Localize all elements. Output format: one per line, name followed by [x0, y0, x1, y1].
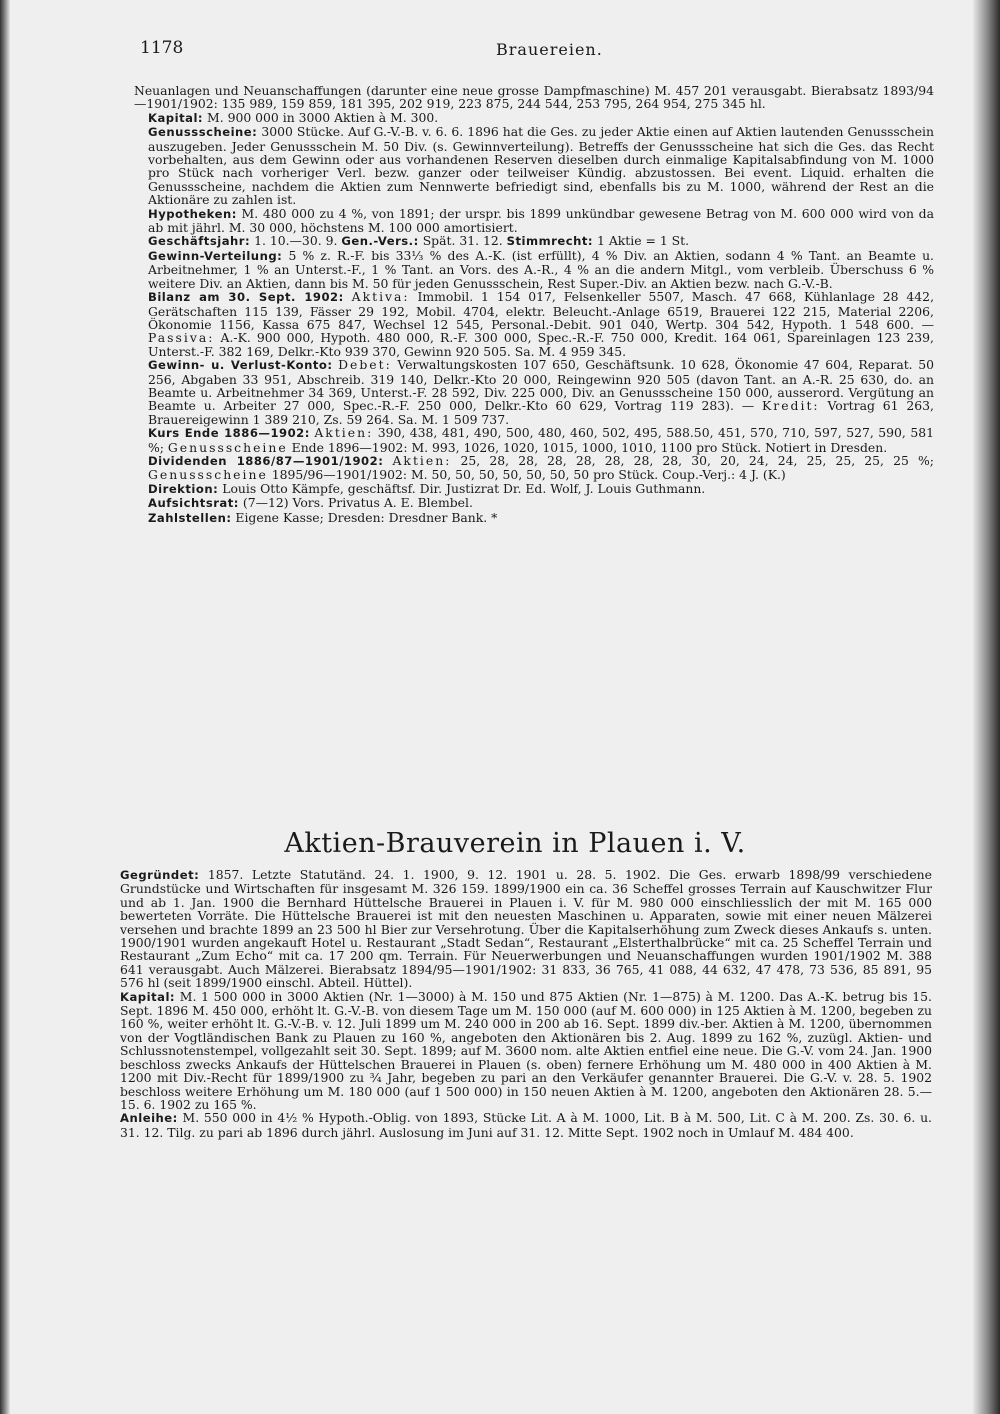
kurse-entry — [134, 426, 934, 454]
genussscheine-text: 3000 Stücke. Auf G.-V.-B. v. 6. 6. 1896 hat die Ges. zu jeder Aktie einen auf Aktien lautenden Genussschein auszugeben. Jeder Genussschein M. 50 Div. (s. Gewinnverteilung). Betreffs der Genussscheine hat sich die Ges. das Recht vorbehalten, aus dem Gewinn oder aus vorhandenen Reserven dieselben durch einmalige Kapitalsabfindung von M. 1000 pro Stück nach vorheriger Verl. bezw. ganzer oder teilweiser Kündig. abzustossen. Bei event. Liquid. erhalten die Genussscheine, nachdem die Aktien zum Nennwerte befriedigt sind, ebenfalls bis zu M. 1000, während der Rest an die Aktionäre zu zahlen ist. — [148, 124, 934, 208]
kurse-aktien-text: 390, 438, 481, 490, 500, 480, 460, 502, 495, 588.50, 451, 570, 710, 597, 527, 590, 581 %; — [148, 425, 934, 455]
direktion-text: Louis Otto Kämpfe, geschäftsf. Dir. Justizrat Dr. Ed. Wolf, J. Louis Guthmann. — [222, 480, 706, 496]
kredit-label: Kredit: — [762, 398, 820, 414]
passiva-label: Passiva: — [148, 330, 215, 346]
gegruendet-label: Gegründet: — [120, 868, 200, 882]
page-edge-shadow-right — [972, 0, 1000, 1414]
genussscheine-label: Genussscheine: — [148, 125, 258, 140]
kurse-genuss-label: Genussscheine — [167, 439, 288, 455]
dividenden-entry — [134, 454, 934, 482]
kurse-aktien-label: Aktien: — [314, 425, 374, 441]
running-title: Brauereien. — [496, 40, 603, 59]
bilanz-label: Bilanz am 30. Sept. 1902: — [148, 290, 344, 305]
gewinn-verlust-label: Gewinn- u. Verlust-Konto: — [148, 358, 333, 373]
direktion-label: Direktion: — [148, 481, 219, 496]
passiva-text: A.-K. 900 000, Hypoth. 480 000, R.-F. 300 000, Spec.-R.-F. 750 000, Kredit. 164 061, Spareinlagen 123 239, Unterst.-F. 382 169, Delkr.-Kto 939 370, Gewinn 920 505. Sa. M. 4 959 345. — [148, 330, 934, 359]
page-header — [140, 38, 960, 64]
genvers-text: Spät. 31. 12. — [422, 233, 503, 249]
gewinnverteilung-label: Gewinn-Verteilung: — [148, 248, 283, 263]
page-number: 1178 — [140, 38, 184, 58]
company-entry-continued — [134, 84, 934, 525]
dividenden-genuss-text: 1895/96—1901/1902: M. 50, 50, 50, 50, 50, 50, 50 pro Stück. Coup.-Verj.: 4 J. (K.) — [271, 467, 786, 483]
geschaeftsjahr-line — [134, 234, 934, 248]
aktiva-text: Immobil. 1 154 017, Felsenkeller 5507, Masch. 47 668, Kühlanlage 28 442, Gerätschaften 115 139, Fässer 29 192, Mobil. 4704, elektr. Beleucht.-Anlage 6519, Brauerei 122 215, Material 2206, Ökonomie 1156, Kassa 675 847, Wechsel 12 545, Personal.-Debit. 901 040, Wertp. 304 542, Hypoth. 1 548 600. — — [148, 289, 935, 332]
anleihe-entry — [120, 1111, 932, 1139]
bilanz-entry — [134, 290, 934, 358]
kurse-genuss-text: Ende 1896—1902: M. 993, 1026, 1020, 1015, 1000, 1010, 1100 pro Stück. Notiert in Dresden. — [291, 439, 888, 455]
anleihe-text: M. 550 000 in 4½ % Hypoth.-Oblig. von 1893, Stücke Lit. A à M. 1000, Lit. B à M. 500, Lit. C à M. 200. Zs. 30. 6. u. 31. 12. Tilg. zu pari ab 1896 durch jährl. Auslosung im Juni auf 31. 12. Mitte Sept. 1902 noch in Umlauf M. 484 400. — [120, 1110, 932, 1140]
kapital-text: M. 900 000 in 3000 Aktien à M. 300. — [207, 109, 439, 125]
stimmrecht-label: Stimmrecht: — [506, 234, 594, 249]
gewinn-verlust-entry — [134, 358, 934, 426]
kurse-label: Kurs Ende 1886—1902: — [148, 426, 310, 441]
dividenden-label: Dividenden 1886/87—1901/1902: — [148, 453, 384, 468]
gewinnverteilung-entry — [134, 249, 934, 290]
hypotheken-entry — [134, 207, 934, 235]
dividenden-aktien-label: Aktien: — [392, 452, 452, 468]
genvers-label: Gen.-Vers.: — [341, 234, 419, 249]
kredit-text: Vortrag 61 263, Brauereigewinn 1 389 210, Zs. 59 264. Sa. M. 1 509 737. — [148, 398, 934, 427]
hypotheken-text: M. 480 000 zu 4 %, von 1891; der urspr. bis 1899 unkündbar gewesene Betrag von M. 600 000 wird von da ab mit jährl. M. 30 000, höchstens M. 100 000 amortisiert. — [148, 205, 934, 236]
debet-label: Debet: — [338, 357, 392, 373]
dividenden-aktien-text: 25, 28, 28, 28, 28, 28, 28, 28, 30, 20, 24, 24, 25, 25, 25, 25 %; — [460, 452, 934, 468]
zahlstellen-entry — [134, 511, 934, 525]
hypotheken-label: Hypotheken: — [148, 206, 237, 221]
geschaeftsjahr-text: 1. 10.—30. 9. — [254, 233, 338, 249]
aufsichtsrat-text: (7—12) Vors. Privatus A. E. Blembel. — [242, 495, 473, 511]
dividenden-genuss-label: Genussscheine — [148, 467, 268, 483]
anleihe-label: Anleihe: — [120, 1111, 178, 1126]
gegruendet-entry — [120, 868, 932, 990]
company-title: Aktien-Brauverein in Plauen i. V. — [284, 828, 746, 859]
gegruendet-text: 1857. Letzte Statutänd. 24. 1. 1900, 9. 12. 1901 u. 28. 5. 1902. Die Ges. erwarb 1898/99 verschiedene Grundstücke und Wirtschaften für insgesamt M. 326 159. 1899/1900 ein ca. 36 Scheffel grosses Terrain auf Kauschwitzer Flur und ab 1. Jan. 1900 die Bernhard Hüttelsche Brauerei in Plauen i. V. für M. 980 000 einschliesslich der mit M. 165 000 bewerteten Vorräte. Die Hüttelsche Brauerei ist mit den neuesten Maschinen u. Apparaten, sowie mit einer neuen Mälzerei versehen und brachte 1899 an 23 500 hl Bier zur Versehrotung. Über die Kapitalserhöhung zum Zweck dieses Ankaufs s. unten. 1900/1901 wurden angekauft Hotel u. Restaurant „Stadt Sedan“, Restaurant „Elsterthalbrücke“ mit ca. 25 Scheffel Terrain und Restaurant „Zum Echo“ mit ca. 17 200 qm. Terrain. Für Neuerwerbungen und Neuanschaffungen wurden 1901/1902 M. 388 641 verausgabt. Auch Mälzerei. Bierabsatz 1894/95—1901/1902: 31 833, 36 765, 41 088, 44 632, 47 478, 73 536, 85 891, 95 576 hl (seit 1899/1900 einschl. Abteil. Hüttel). — [120, 867, 932, 991]
zahlstellen-label: Zahlstellen: — [148, 510, 232, 525]
gewinnverteilung-text: 5 % z. R.-F. bis 33⅓ % des A.-K. (ist erfüllt), 4 % Div. an Aktien, sodann 4 % Tant. an Beamte u. Arbeitnehmer, 1 % an Unterst.-F., 1 % Tant. an Vors. des A.-R., 4 % an die andern Mitgl., vom verbleib. Überschuss 6 % weitere Div. an Aktien, dann bis M. 50 für jeden Genussschein, Rest Super.-Div. an Aktien bezw. nach G.-V.-B. — [148, 247, 934, 291]
geschaeftsjahr-label: Geschäftsjahr: — [148, 234, 251, 249]
stimmrecht-text: 1 Aktie = 1 St. — [597, 233, 690, 249]
kapital-label-plauen: Kapital: — [120, 989, 176, 1004]
debet-text: Verwaltungskosten 107 650, Geschäftsunk. 10 628, Ökonomie 47 604, Reparat. 50 256, Abgaben 33 951, Abschreib. 319 140, Delkr.-Kto 20 000, Reingewinn 920 505 (davon Tant. an A.-R. 25 630, do. an Beamte u. Arbeitnehmer 34 369, Unterst.-F. 28 592, Div. 225 000, Div. an Genussscheine 150 000, ausserord. Vergütung an Beamte u. Arbeiter 27 000, Spec.-R.-F. 250 000, Delkr.-Kto 60 629, Vortrag 119 283). — — [148, 357, 934, 414]
kapital-label: Kapital: — [148, 110, 204, 125]
aktiva-label: Aktiva: — [351, 289, 410, 305]
aufsichtsrat-label: Aufsichtsrat: — [148, 496, 239, 511]
kapital-entry — [134, 111, 934, 125]
kapital-text-plauen: M. 1 500 000 in 3000 Aktien (Nr. 1—3000) à M. 150 und 875 Aktien (Nr. 1—875) à M. 1200. Das A.-K. betrug bis 15. Sept. 1896 M. 450 000, erhöht lt. G.-V.-B. von diesem Tage um M. 150 000 (auf M. 600 000) in 125 Aktien à M. 1200, begeben zu 160 %, weiter erhöht lt. G.-V.-B. v. 12. Juli 1899 um M. 240 000 in 200 ab 16. Sept. 1899 div.-ber. Aktien à M. 1200, übernommen von der Vogtländischen Bank zu Plauen zu 160 %, angeboten den Aktionären bis 2. Aug. 1899 zu 162 %, zuzügl. Aktien- und Schlussnotenstempel, vollgezahlt seit 30. Sept. 1899; auf M. 3600 nom. alte Aktien entfiel eine neue. Die G.-V. vom 24. Jan. 1900 beschloss zwecks Ankaufs der Hüttelschen Brauerei in Plauen (s. oben) fernere Erhöhung um M. 480 000 in 400 Aktien à M. 1200 mit Div.-Recht für 1899/1900 zu ¾ Jahr, begeben zu pari an den Verkäufer genannter Brauerei. Die G.-V. v. 28. 5. 1902 beschloss weitere Erhöhung um M. 180 000 (auf 1 500 000) in 150 neuen Aktien à M. 1200, angeboten den Aktionären 28. 5.—15. 6. 1902 zu 165 %. — [120, 988, 932, 1112]
company-entry-plauen — [120, 868, 932, 1139]
direktion-entry — [134, 482, 934, 496]
genussscheine-entry — [134, 125, 934, 206]
zahlstellen-text: Eigene Kasse; Dresden: Dresdner Bank. * — [235, 509, 498, 525]
page-edge-shadow-left — [0, 0, 10, 1414]
kapital-entry-plauen — [120, 990, 932, 1112]
aufsichtsrat-entry — [134, 496, 934, 510]
intro-paragraph: Neuanlagen und Neuanschaffungen (darunter eine neue grosse Dampfmaschine) M. 457 201 verausgabt. Bierabsatz 1893/94—1901/1902: 135 989, 159 859, 181 395, 202 919, 223 875, 244 544, 253 795, 264 954, 275 345 hl. — [134, 83, 934, 112]
